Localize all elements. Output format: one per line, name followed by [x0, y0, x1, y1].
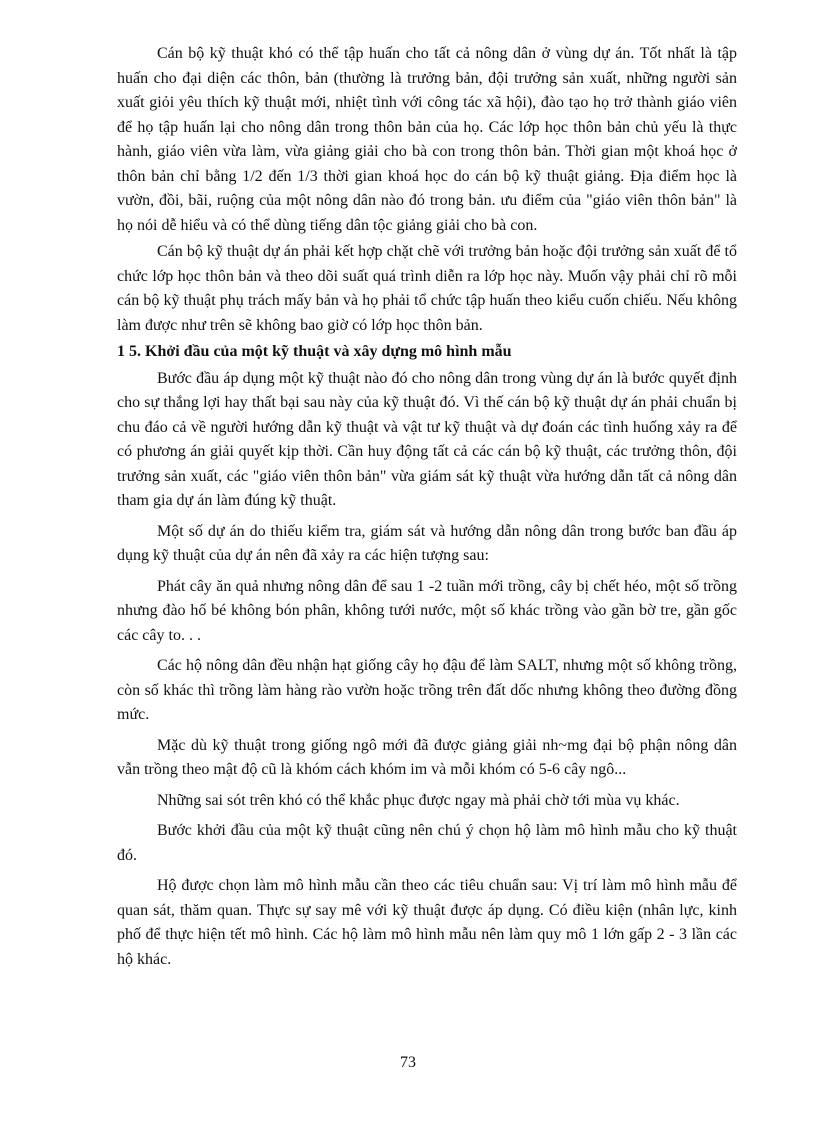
body-paragraph: Cán bộ kỹ thuật khó có thể tập huấn cho tất cả nông dân ở vùng dự án. Tốt nhất là tập huấn cho đại diện các thôn, bản (thường là trưởng bản, đội trưởng sản xuất, những người sản xuất giỏi yêu thích kỹ thuật mới, nhiệt tình với công tác xã hội), đào tạo họ trở thành giáo viên để họ tập huấn lại cho nông dân trong thôn bản của họ. Các lớp học thôn bản chủ yếu là thực hành, giáo viên vừa làm, vừa giảng giải cho bà con trong thôn bản. Thời gian một khoá học ở thôn bản chỉ bằng 1/2 đến 1/3 thời gian khoá học do cán bộ kỹ thuật giảng. Địa điểm học là vườn, đồi, bãi, ruộng của một nông dân nào đó trong bản. ưu điểm của "giáo viên thôn bản" là họ nói dễ hiểu và có thể dùng tiếng dân tộc giảng giải cho bà con.: [117, 45, 737, 234]
body-paragraph: Bước đầu áp dụng một kỹ thuật nào đó cho nông dân trong vùng dự án là bước quyết định cho sự thắng lợi hay thất bại sau này của kỹ thuật đó. Vì thế cán bộ kỹ thuật dự án phải chuẩn bị chu đáo cả về người hướng dẫn kỹ thuật và vật tư kỹ thuật và dự đoán các tình huống xảy ra để có phương án giải quyết kịp thời. Cần huy động tất cả các cán bộ kỹ thuật, các trưởng thôn, đội trưởng sản xuất, các "giáo viên thôn bản" vừa giám sát kỹ thuật vừa hướng dẫn tất cả nông dân tham gia dự án làm đúng kỹ thuật.: [117, 369, 737, 509]
body-paragraph: Mặc dù kỹ thuật trong giống ngô mới đã được giảng giải nh~mg đại bộ phận nông dân vẫn trồng theo mật độ cũ là khóm cách khóm im và mỗi khóm có 5-6 cây ngô...: [117, 736, 737, 778]
section-heading: 1 5. Khởi đầu của một kỹ thuật và xây dựng mô hình mẫu: [117, 343, 512, 360]
body-paragraph: Hộ được chọn làm mô hình mẫu cần theo các tiêu chuẩn sau: Vị trí làm mô hình mẫu để quan sát, thăm quan. Thực sự say mê với kỹ thuật được áp dụng. Có điều kiện (nhân lực, kinh phố để thực hiện tết mô hình. Các hộ làm mô hình mẫu nên làm quy mô 1 lớn gấp 2 - 3 lần các hộ khác.: [117, 877, 737, 968]
body-paragraph: Một số dự án do thiếu kiểm tra, giám sát và hướng dẫn nông dân trong bước ban đầu áp dụng kỹ thuật của dự án nên đã xảy ra các hiện tượng sau:: [117, 522, 737, 564]
body-paragraph: Các hộ nông dân đều nhận hạt giống cây họ đậu để làm SALT, nhưng một số không trồng, còn số khác thì trồng làm hàng rào vườn hoặc trồng trên đất dốc nhưng không theo đường đồng mức.: [117, 657, 737, 723]
body-paragraph: Cán bộ kỹ thuật dự án phải kết hợp chặt chẽ với trưởng bản hoặc đội trưởng sản xuất để tổ chức lớp học thôn bản và theo dõi suất quá trình diễn ra lớp học này. Muốn vậy phải chỉ rõ mỗi cán bộ kỹ thuật phụ trách mấy bản và họ phải tổ chức tập huấn theo kiểu cuốn chiếu. Nếu không làm được như trên sẽ không bao giờ có lớp học thôn bản.: [117, 243, 737, 334]
body-paragraph: Những sai sót trên khó có thể khắc phục được ngay mà phải chờ tới mùa vụ khác.: [157, 791, 680, 809]
document-page: [117, 42, 737, 978]
page-number: 73: [400, 1054, 416, 1071]
body-paragraph: Phát cây ăn quả nhưng nông dân để sau 1 -2 tuần mới trồng, cây bị chết héo, một số trồng nhưng đào hố bé không bón phân, không tưới nước, một số khác trồng vào gần bờ tre, gần gốc các cây to. . .: [117, 577, 737, 644]
body-paragraph: Bước khởi đầu của một kỹ thuật cũng nên chú ý chọn hộ làm mô hình mẫu cho kỹ thuật đó.: [117, 822, 737, 864]
